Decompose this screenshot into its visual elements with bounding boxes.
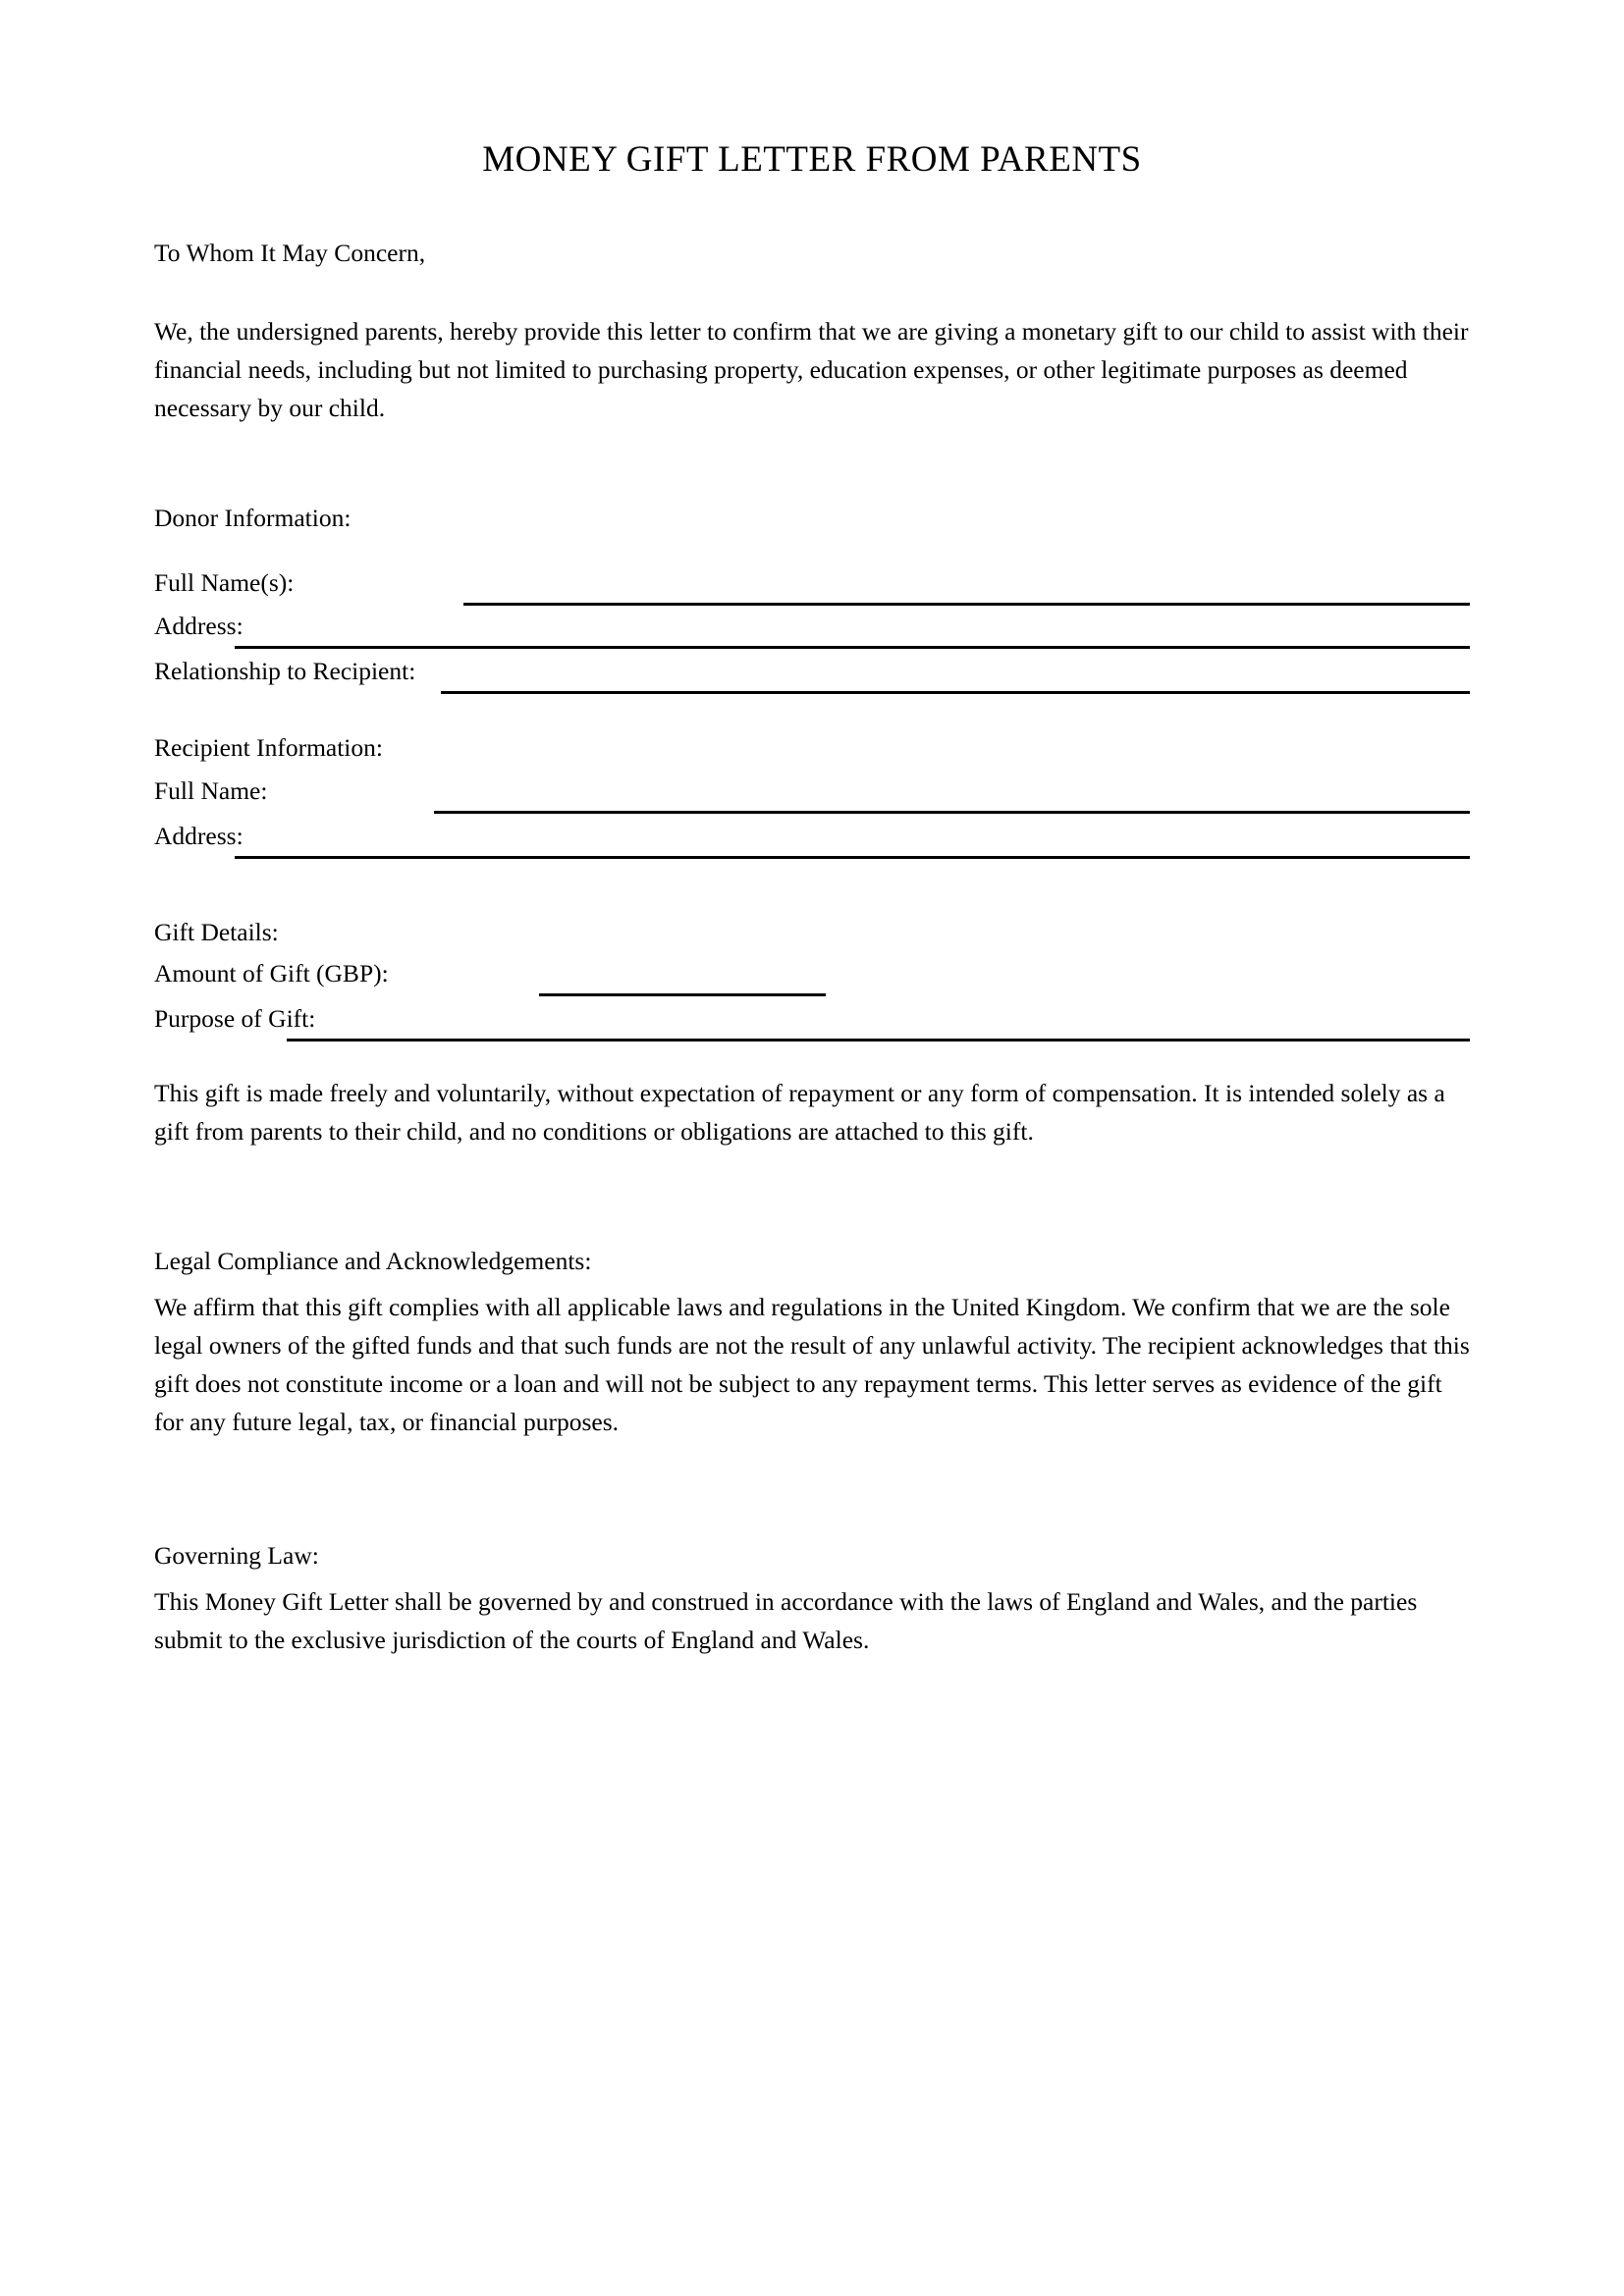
donor-full-name-label: Full Name(s): (154, 568, 295, 597)
gift-purpose-label: Purpose of Gift: (154, 1004, 316, 1033)
donor-relationship-label: Relationship to Recipient: (154, 657, 416, 685)
donor-address-row[interactable] (154, 611, 1470, 650)
donor-relationship-row[interactable] (154, 656, 1470, 695)
donor-section-heading: Donor Information: (154, 504, 352, 532)
gift-purpose-input-rule[interactable] (287, 1039, 1470, 1041)
recipient-section-heading: Recipient Information: (154, 733, 383, 762)
gift-section-heading: Gift Details: (154, 918, 279, 946)
donor-address-input-rule[interactable] (235, 646, 1470, 649)
recipient-full-name-input-rule[interactable] (434, 811, 1470, 814)
governing-law-heading-block (154, 1536, 1470, 1575)
recipient-address-input-rule[interactable] (235, 856, 1470, 859)
salutation-text: To Whom It May Concern, (154, 239, 426, 267)
donor-full-name-row[interactable] (154, 567, 1470, 607)
intro-paragraph-block (154, 312, 1470, 427)
donor-relationship-input-rule[interactable] (441, 691, 1470, 694)
recipient-address-label: Address: (154, 822, 244, 850)
gift-amount-row[interactable] (154, 958, 1470, 997)
intro-paragraph-text: We, the undersigned parents, hereby provide this letter to confirm that we are giving a monetary gift to our child to assist with their financial needs, including but not limited to purchasing property, education expenses, or other legitimate purposes as deemed necessary by our child. (154, 317, 1469, 422)
donor-address-label: Address: (154, 612, 244, 640)
gift-amount-input-rule[interactable] (539, 993, 826, 996)
page-title: MONEY GIFT LETTER FROM PARENTS (482, 138, 1142, 180)
legal-paragraph-text: We affirm that this gift complies with all applicable laws and regulations in the United Kingdom. We confirm that we are the sole legal owners of the gifted funds and that such funds are not the result of any unlawful activity. The recipient acknowledges that this gift does not constitute income or a loan and will not be subject to any repayment terms. This letter serves as evidence of the gift for any future legal, tax, or financial purposes. (154, 1293, 1470, 1436)
legal-section-heading-block (154, 1242, 1470, 1280)
legal-section-heading: Legal Compliance and Acknowledgements: (154, 1247, 592, 1275)
governing-law-heading: Governing Law: (154, 1541, 319, 1570)
voluntary-paragraph-block (154, 1074, 1470, 1150)
legal-paragraph-block (154, 1288, 1470, 1441)
recipient-address-row[interactable] (154, 821, 1470, 860)
governing-law-paragraph-block (154, 1582, 1470, 1659)
gift-purpose-row[interactable] (154, 1003, 1470, 1042)
gift-amount-label: Amount of Gift (GBP): (154, 959, 389, 988)
governing-law-paragraph-text: This Money Gift Letter shall be governed by and construed in accordance with the laws of England and Wales, and the parties submit to the exclusive jurisdiction of the courts of England and Wales. (154, 1587, 1418, 1654)
recipient-full-name-row[interactable] (154, 775, 1470, 815)
salutation-block (154, 234, 1470, 272)
recipient-full-name-label: Full Name: (154, 776, 268, 805)
donor-full-name-input-rule[interactable] (463, 603, 1470, 606)
recipient-section-heading-block (154, 728, 1470, 767)
voluntary-paragraph-text: This gift is made freely and voluntarily, without expectation of repayment or any form of compensation. It is intended solely as a gift from parents to their child, and no conditions or obligations are attached to this gift. (154, 1079, 1445, 1146)
gift-section-heading-block (154, 913, 1470, 951)
donor-section-heading-block (154, 499, 1470, 537)
